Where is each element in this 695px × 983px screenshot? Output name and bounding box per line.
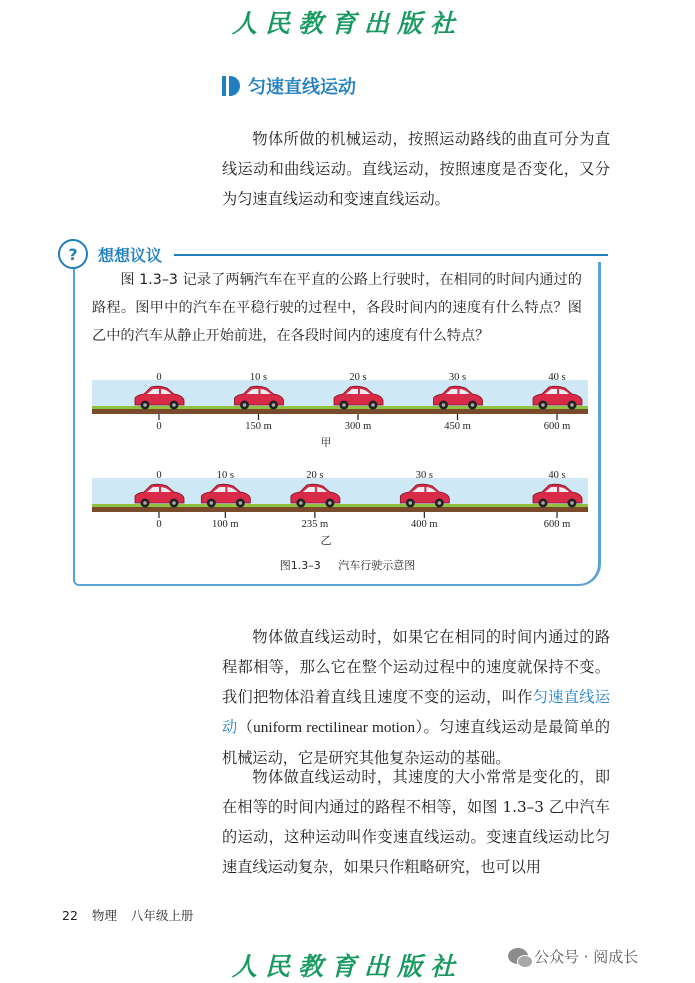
page-number: 22 [62, 908, 78, 923]
heading-half-circle-icon [229, 76, 240, 96]
distance-label-yi-1: 100 m [212, 519, 239, 530]
road-yi [92, 507, 588, 512]
time-label-jia-0: 0 [156, 372, 162, 383]
time-label-jia-1: 10 s [249, 372, 268, 383]
distance-label-yi-4: 600 m [543, 519, 571, 530]
time-label-yi-4: 40 s [548, 470, 566, 481]
intro-paragraph: 物体所做的机械运动，按照运动路线的曲直可分为直线运动和曲线运动。直线运动，按照速度是否变化，又分为匀速直线运动和变速直线运动。 [222, 130, 610, 208]
watermark-text: 公众号 · 阅成长 [534, 947, 639, 966]
footer-grade: 八年级上册 [130, 908, 194, 923]
uniform-motion-paragraph [222, 622, 610, 773]
heading-bar-icon [222, 76, 226, 96]
watermark [508, 944, 638, 968]
footer-subject: 物理 [91, 908, 117, 923]
p2-text-before: 物体做直线运动时，如果它在相同的时间内通过的路程都相等，那么它在整个运动过程中的速度就保持不变。我们把物体沿着直线且速度不变的运动，叫作 [222, 628, 610, 706]
lightbulb-face-icon: ? [58, 239, 88, 269]
publisher-logo-bottom: 人民教育出版社 [231, 952, 463, 981]
publisher-logo-top: 人民教育出版社 [231, 9, 463, 38]
distance-label-jia-1: 150 m [245, 421, 272, 432]
variable-motion-paragraph: 物体做直线运动时，其速度的大小常常是变化的，即在相等的时间内通过的路程不相等，如图 1.3–3 乙中汽车的运动，这种运动叫作变速直线运动。变速直线运动比匀速直线运动复杂，如果只作粗略研究，也可以用 [222, 768, 610, 876]
figure-caption [0, 557, 695, 573]
distance-label-yi-2: 235 m [301, 519, 329, 530]
distance-label-jia-4: 600 m [543, 421, 571, 432]
time-label-jia-3: 30 s [448, 372, 467, 383]
wechat-icon [508, 948, 528, 964]
grass-strip-yi [92, 504, 588, 507]
time-label-jia-4: 40 s [548, 372, 566, 383]
distance-label-jia-0: 0 [156, 421, 162, 432]
page-footer [62, 906, 203, 924]
time-label-yi-2: 20 s [306, 470, 324, 481]
distance-label-jia-3: 450 m [444, 421, 471, 432]
time-label-yi-1: 10 s [216, 470, 234, 481]
road-jia [92, 409, 588, 414]
section-heading [222, 72, 356, 100]
caption-text: 汽车行驶示意图 [338, 559, 416, 572]
caption-number: 图1.3–3 [279, 559, 321, 572]
car-motion-diagram [92, 368, 588, 552]
section-title: 匀速直线运动 [248, 77, 356, 98]
panel-label-yi: 乙 [320, 534, 332, 547]
distance-label-jia-2: 300 m [344, 421, 372, 432]
panel-label-jia: 甲 [320, 436, 332, 449]
distance-label-yi-3: 400 m [411, 519, 438, 530]
term-uniform-motion: 匀速直线运动 [222, 688, 611, 736]
term-english: （uniform rectilinear motion） [237, 719, 424, 736]
time-label-jia-2: 20 s [349, 372, 367, 383]
time-label-yi-3: 30 s [415, 470, 433, 481]
p2-text-after: 。匀速直线运动是最简单的机械运动，它是研究其他复杂运动的基础。 [222, 718, 611, 767]
discussion-divider [174, 254, 608, 256]
discussion-text: 图 1.3–3 记录了两辆汽车在平直的公路上行驶时，在相同的时间内通过的路程。图甲中的汽车在平稳行驶的过程中，各段时间内的速度有什么特点？图乙中的汽车从静止开始前进，在各段时间内的速度有什么特点？ [92, 272, 582, 344]
discussion-title: 想想议议 [98, 245, 163, 265]
distance-label-yi-0: 0 [156, 519, 162, 530]
time-label-yi-0: 0 [156, 470, 162, 481]
